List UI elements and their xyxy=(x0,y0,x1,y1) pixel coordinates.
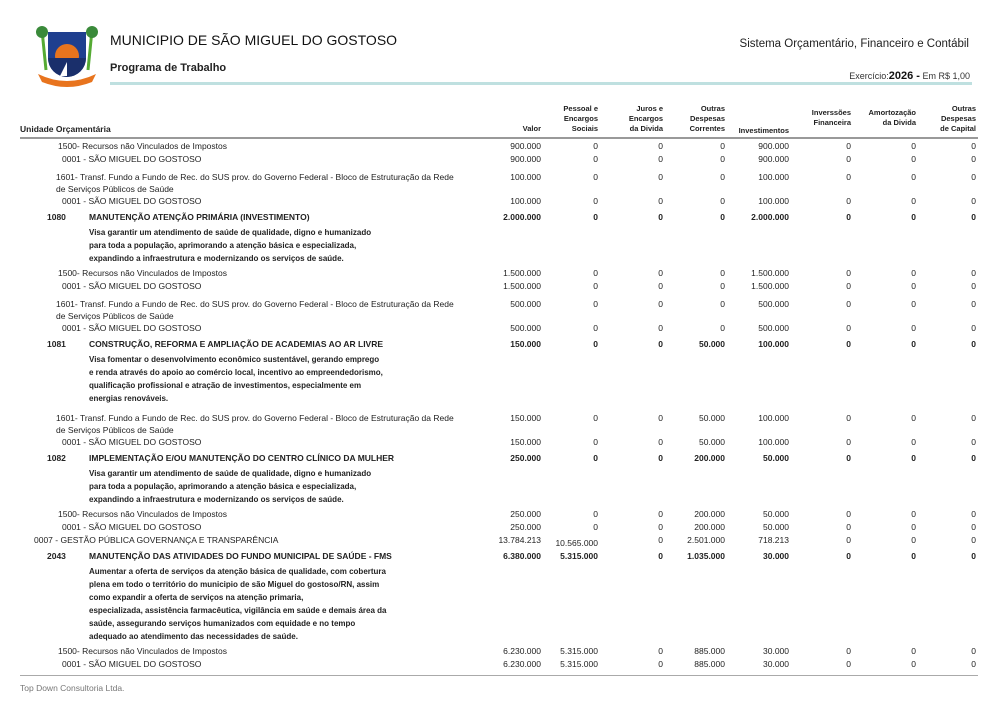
row-label: 1500- Recursos não Vinculados de Impostos xyxy=(58,509,227,519)
value-cell: 0 xyxy=(658,535,663,545)
value-cell: 100.000 xyxy=(510,172,541,182)
value-cell: 100.000 xyxy=(758,437,789,447)
value-cell: 0 xyxy=(971,453,976,463)
resource-source-row xyxy=(0,412,1000,436)
action-description xyxy=(0,465,1000,508)
value-cell: 500.000 xyxy=(758,323,789,333)
col-inversoes: Inverssões Financeira xyxy=(811,108,851,127)
value-cell: 50.000 xyxy=(763,522,789,532)
row-label: 1500- Recursos não Vinculados de Impostos xyxy=(58,268,227,278)
value-cell: 0 xyxy=(971,281,976,291)
row-label: 1500- Recursos não Vinculados de Impostos xyxy=(58,646,227,656)
value-cell: 0 xyxy=(658,196,663,206)
row-label: IMPLEMENTAÇÃO E/OU MANUTENÇÃO DO CENTRO CLÍNICO DA MULHER xyxy=(89,453,395,463)
value-cell: 0 xyxy=(846,339,851,349)
value-cell: 1.500.000 xyxy=(503,281,541,291)
value-cell: 0 xyxy=(911,299,916,309)
value-cell: 0 xyxy=(658,522,663,532)
value-cell: 0 xyxy=(593,509,598,519)
value-cell: 0 xyxy=(846,141,851,151)
value-cell: 0 xyxy=(911,268,916,278)
value-cell: 0 xyxy=(911,323,916,333)
value-cell: 150.000 xyxy=(510,437,541,447)
value-cell: 0 xyxy=(593,413,598,423)
value-cell: 0 xyxy=(593,196,598,206)
row-label: 1601- Transf. Fundo a Fundo de Rec. do SUS prov. do Governo Federal - Bloco de Estruturação da Rede de Serviços Públicos de Saúde xyxy=(56,299,454,321)
value-cell: 250.000 xyxy=(510,522,541,532)
value-cell: 0 xyxy=(720,172,725,182)
municipal-coat-of-arms-logo xyxy=(34,26,100,88)
value-cell: 0 xyxy=(911,509,916,519)
value-cell: 0 xyxy=(720,323,725,333)
value-cell: 0 xyxy=(971,154,976,164)
row-label: 0001 - SÃO MIGUEL DO GOSTOSO xyxy=(62,522,202,532)
system-name: Sistema Orçamentário, Financeiro e Contábil xyxy=(739,38,969,50)
value-cell: 0 xyxy=(846,413,851,423)
value-cell: 0 xyxy=(971,212,976,222)
action-row xyxy=(0,211,1000,224)
value-cell: 0 xyxy=(911,172,916,182)
value-cell: 200.000 xyxy=(694,453,725,463)
value-cell: 0 xyxy=(911,212,916,222)
value-cell: 30.000 xyxy=(763,646,789,656)
value-cell: 0 xyxy=(971,299,976,309)
action-description xyxy=(0,351,1000,407)
value-cell: 100.000 xyxy=(758,172,789,182)
value-cell: 0 xyxy=(846,551,851,561)
value-cell: 1.500.000 xyxy=(751,268,789,278)
value-cell: 0 xyxy=(911,646,916,656)
value-cell: 30.000 xyxy=(763,659,789,669)
value-cell: 0 xyxy=(658,141,663,151)
row-label: 0001 - SÃO MIGUEL DO GOSTOSO xyxy=(62,437,202,447)
resource-source-row xyxy=(0,140,1000,153)
value-cell: 250.000 xyxy=(510,453,541,463)
resource-source-row xyxy=(0,267,1000,280)
action-row xyxy=(0,550,1000,563)
value-cell: 0 xyxy=(658,281,663,291)
value-cell: 0 xyxy=(720,299,725,309)
exercise-info xyxy=(849,70,970,82)
description-line: especializada, assistência farmacêutica, vigilância em saúde e demais área da xyxy=(89,606,387,615)
row-label: 0001 - SÃO MIGUEL DO GOSTOSO xyxy=(62,323,202,333)
value-cell: 0 xyxy=(658,509,663,519)
value-cell: 0 xyxy=(911,141,916,151)
value-cell: 500.000 xyxy=(758,299,789,309)
value-cell: 0 xyxy=(846,522,851,532)
row-label: 1500- Recursos não Vinculados de Impostos xyxy=(58,141,227,151)
value-cell: 0 xyxy=(971,339,976,349)
footer-rule xyxy=(20,675,978,676)
description-line: plena em todo o território do municipio de são Miguel do gostoso/RN, assim xyxy=(89,580,380,589)
resource-source-row xyxy=(0,171,1000,195)
value-cell: 2.000.000 xyxy=(503,212,541,222)
resource-source-row xyxy=(0,645,1000,658)
action-code: 1081 xyxy=(47,339,66,349)
value-cell: 900.000 xyxy=(758,154,789,164)
unit-row xyxy=(0,322,1000,335)
footer-company: Top Down Consultoria Ltda. xyxy=(20,683,125,693)
value-cell: 0 xyxy=(846,268,851,278)
value-cell: 100.000 xyxy=(758,339,789,349)
description-line: Visa garantir um atendimento de saúde de qualidade, digno e humanizado xyxy=(89,469,372,478)
value-cell: 200.000 xyxy=(694,522,725,532)
row-label: CONSTRUÇÃO, REFORMA E AMPLIAÇÃO DE ACADEMIAS AO AR LIVRE xyxy=(89,339,384,349)
value-cell: 0 xyxy=(971,646,976,656)
row-label: 0001 - SÃO MIGUEL DO GOSTOSO xyxy=(62,281,202,291)
value-cell: 0 xyxy=(971,141,976,151)
value-cell: 0 xyxy=(593,437,598,447)
action-description xyxy=(0,224,1000,267)
value-cell: 0 xyxy=(971,268,976,278)
row-label: 1601- Transf. Fundo a Fundo de Rec. do SUS prov. do Governo Federal - Bloco de Estruturação da Rede de Serviços Públicos de Saúde xyxy=(56,413,454,435)
program-row xyxy=(0,534,1000,547)
value-cell: 0 xyxy=(658,172,663,182)
value-cell: 0 xyxy=(593,154,598,164)
value-cell: 0 xyxy=(658,323,663,333)
value-cell: 100.000 xyxy=(758,196,789,206)
description-line: expandindo a infraestrutura e modernizando os serviços de saúde. xyxy=(89,254,344,263)
exercise-label: Exercício: xyxy=(849,71,889,81)
value-cell: 0 xyxy=(720,154,725,164)
value-cell: 50.000 xyxy=(699,339,725,349)
value-cell: 5.315.000 xyxy=(560,646,598,656)
value-cell: 885.000 xyxy=(694,659,725,669)
currency-label: Em R$ 1,00 xyxy=(922,71,970,81)
value-cell: 0 xyxy=(658,659,663,669)
description-line: saúde, assegurando serviços humanizados com equidade e no tempo xyxy=(89,619,356,628)
budget-table xyxy=(0,140,1000,671)
value-cell: 250.000 xyxy=(510,509,541,519)
value-cell: 0 xyxy=(911,281,916,291)
value-cell: 0 xyxy=(658,551,663,561)
value-cell: 0 xyxy=(971,323,976,333)
value-cell: 0 xyxy=(846,299,851,309)
value-cell: 0 xyxy=(971,551,976,561)
value-cell: 0 xyxy=(720,212,725,222)
description-line: adequado ao atendimento das necessidades de saúde. xyxy=(89,632,298,641)
value-cell: 0 xyxy=(658,339,663,349)
value-cell: 0 xyxy=(658,268,663,278)
row-label: 0001 - SÃO MIGUEL DO GOSTOSO xyxy=(62,154,202,164)
action-code: 1080 xyxy=(47,212,66,222)
description-line: para toda a população, aprimorando a atenção básica e especializada, xyxy=(89,241,357,250)
value-cell: 0 xyxy=(720,268,725,278)
action-row xyxy=(0,338,1000,351)
value-cell: 0 xyxy=(846,172,851,182)
action-code: 1082 xyxy=(47,453,66,463)
row-label: 1601- Transf. Fundo a Fundo de Rec. do SUS prov. do Governo Federal - Bloco de Estruturação da Rede de Serviços Públicos de Saúde xyxy=(56,172,454,194)
unit-row xyxy=(0,280,1000,293)
value-cell: 0 xyxy=(658,154,663,164)
value-cell: 0 xyxy=(971,659,976,669)
value-cell: 0 xyxy=(971,509,976,519)
value-cell: 2.501.000 xyxy=(687,535,725,545)
description-line: Aumentar a oferta de serviços da atenção básica de qualidade, com cobertura xyxy=(89,567,386,576)
value-cell: 50.000 xyxy=(763,453,789,463)
value-cell: 0 xyxy=(658,437,663,447)
value-cell: 0 xyxy=(720,141,725,151)
resource-source-row xyxy=(0,298,1000,322)
value-cell: 900.000 xyxy=(510,154,541,164)
description-line: expandindo a infraestrutura e modernizando os serviços de saúde. xyxy=(89,495,344,504)
value-cell: 0 xyxy=(658,212,663,222)
value-cell: 150.000 xyxy=(510,339,541,349)
row-label: 0001 - SÃO MIGUEL DO GOSTOSO xyxy=(62,196,202,206)
value-cell: 0 xyxy=(593,281,598,291)
value-cell: 0 xyxy=(911,522,916,532)
value-cell: 50.000 xyxy=(763,509,789,519)
report-title: Programa de Trabalho xyxy=(110,62,227,74)
value-cell: 6.230.000 xyxy=(503,646,541,656)
value-cell: 0 xyxy=(971,413,976,423)
value-cell: 0 xyxy=(846,453,851,463)
value-cell: 500.000 xyxy=(510,299,541,309)
value-cell: 0 xyxy=(911,551,916,561)
value-cell: 0 xyxy=(593,522,598,532)
col-investimentos: Investimentos xyxy=(738,126,789,135)
value-cell: 885.000 xyxy=(694,646,725,656)
value-cell: 718.213 xyxy=(758,535,789,545)
unit-row xyxy=(0,658,1000,671)
value-cell: 2.000.000 xyxy=(751,212,789,222)
value-cell: 0 xyxy=(911,453,916,463)
value-cell: 0 xyxy=(658,646,663,656)
value-cell: 0 xyxy=(593,299,598,309)
value-cell: 6.380.000 xyxy=(503,551,541,561)
action-code: 2043 xyxy=(47,551,66,561)
value-cell: 0 xyxy=(846,535,851,545)
value-cell: 0 xyxy=(846,646,851,656)
value-cell: 0 xyxy=(911,535,916,545)
value-cell: 0 xyxy=(971,437,976,447)
value-cell: 50.000 xyxy=(699,413,725,423)
value-cell: 50.000 xyxy=(699,437,725,447)
value-cell: 0 xyxy=(971,535,976,545)
value-cell: 1.500.000 xyxy=(751,281,789,291)
action-description xyxy=(0,563,1000,645)
value-cell: 0 xyxy=(593,141,598,151)
value-cell: 0 xyxy=(593,172,598,182)
value-cell: 0 xyxy=(720,196,725,206)
value-cell: 0 xyxy=(911,196,916,206)
value-cell: 0 xyxy=(593,323,598,333)
value-cell: 0 xyxy=(593,268,598,278)
value-cell: 0 xyxy=(911,339,916,349)
value-cell: 1.035.000 xyxy=(687,551,725,561)
value-cell: 10.565.000 xyxy=(555,538,598,548)
col-amortizacao: Amortozação da Divida xyxy=(868,108,916,127)
value-cell: 0 xyxy=(720,281,725,291)
unit-row xyxy=(0,153,1000,166)
value-cell: 0 xyxy=(971,172,976,182)
description-line: para toda a população, aprimorando a atenção básica e especializada, xyxy=(89,482,357,491)
header-divider xyxy=(110,82,972,85)
description-line: e renda através do apoio ao comércio local, incentivo ao empreendedorismo, xyxy=(89,368,383,377)
value-cell: 0 xyxy=(658,299,663,309)
value-cell: 0 xyxy=(911,659,916,669)
value-cell: 5.315.000 xyxy=(560,551,598,561)
value-cell: 0 xyxy=(911,413,916,423)
row-label: MANUTENÇÃO DAS ATIVIDADES DO FUNDO MUNICIPAL DE SAÚDE - FMS xyxy=(89,551,392,561)
municipality-name: MUNICIPIO DE SÃO MIGUEL DO GOSTOSO xyxy=(110,32,398,48)
value-cell: 0 xyxy=(846,196,851,206)
col-pessoal: Pessoal e Encargos Sociais xyxy=(563,104,598,133)
value-cell: 0 xyxy=(846,154,851,164)
value-cell: 900.000 xyxy=(510,141,541,151)
value-cell: 0 xyxy=(846,212,851,222)
value-cell: 0 xyxy=(971,522,976,532)
value-cell: 0 xyxy=(593,453,598,463)
value-cell: 100.000 xyxy=(758,413,789,423)
unit-row xyxy=(0,521,1000,534)
description-line: Visa fomentar o desenvolvimento econômico sustentável, gerando emprego xyxy=(89,355,380,364)
row-label: MANUTENÇÃO ATENÇÃO PRIMÁRIA (INVESTIMENTO) xyxy=(89,212,310,222)
col-outras-correntes: Outras Despesas Correntes xyxy=(689,104,725,133)
col-juros: Juros e Encargos da Divida xyxy=(628,104,663,133)
value-cell: 0 xyxy=(911,154,916,164)
description-line: energias renováveis. xyxy=(89,394,169,403)
col-valor: Valor xyxy=(522,124,541,133)
description-line: qualificação profissional e atração de investimentos, especialmente em xyxy=(89,381,362,390)
value-cell: 0 xyxy=(971,196,976,206)
value-cell: 0 xyxy=(846,509,851,519)
value-cell: 0 xyxy=(911,437,916,447)
col-outras-capital: Outras Despesas de Capital xyxy=(940,104,976,133)
value-cell: 150.000 xyxy=(510,413,541,423)
value-cell: 5.315.000 xyxy=(560,659,598,669)
unit-row xyxy=(0,436,1000,449)
value-cell: 6.230.000 xyxy=(503,659,541,669)
value-cell: 500.000 xyxy=(510,323,541,333)
resource-source-row xyxy=(0,508,1000,521)
value-cell: 30.000 xyxy=(763,551,789,561)
unit-row xyxy=(0,195,1000,208)
exercise-year: 2026 - xyxy=(888,70,920,82)
value-cell: 0 xyxy=(593,339,598,349)
value-cell: 0 xyxy=(846,323,851,333)
column-headers xyxy=(0,104,1000,134)
value-cell: 0 xyxy=(846,659,851,669)
value-cell: 1.500.000 xyxy=(503,268,541,278)
value-cell: 0 xyxy=(658,453,663,463)
row-label: 0001 - SÃO MIGUEL DO GOSTOSO xyxy=(62,659,202,669)
value-cell: 200.000 xyxy=(694,509,725,519)
col-unit: Unidade Orçamentária xyxy=(20,124,111,134)
value-cell: 0 xyxy=(846,437,851,447)
value-cell: 0 xyxy=(846,281,851,291)
row-label: 0007 - GESTÃO PÚBLICA GOVERNANÇA E TRANSPARÊNCIA xyxy=(34,535,279,545)
description-line: como expandir a oferta de serviços na atenção primaria, xyxy=(89,593,304,602)
value-cell: 0 xyxy=(658,413,663,423)
value-cell: 0 xyxy=(593,212,598,222)
header-rule xyxy=(20,137,978,139)
value-cell: 900.000 xyxy=(758,141,789,151)
description-line: Visa garantir um atendimento de saúde de qualidade, digno e humanizado xyxy=(89,228,372,237)
value-cell: 100.000 xyxy=(510,196,541,206)
action-row xyxy=(0,452,1000,465)
value-cell: 13.784.213 xyxy=(498,535,541,545)
